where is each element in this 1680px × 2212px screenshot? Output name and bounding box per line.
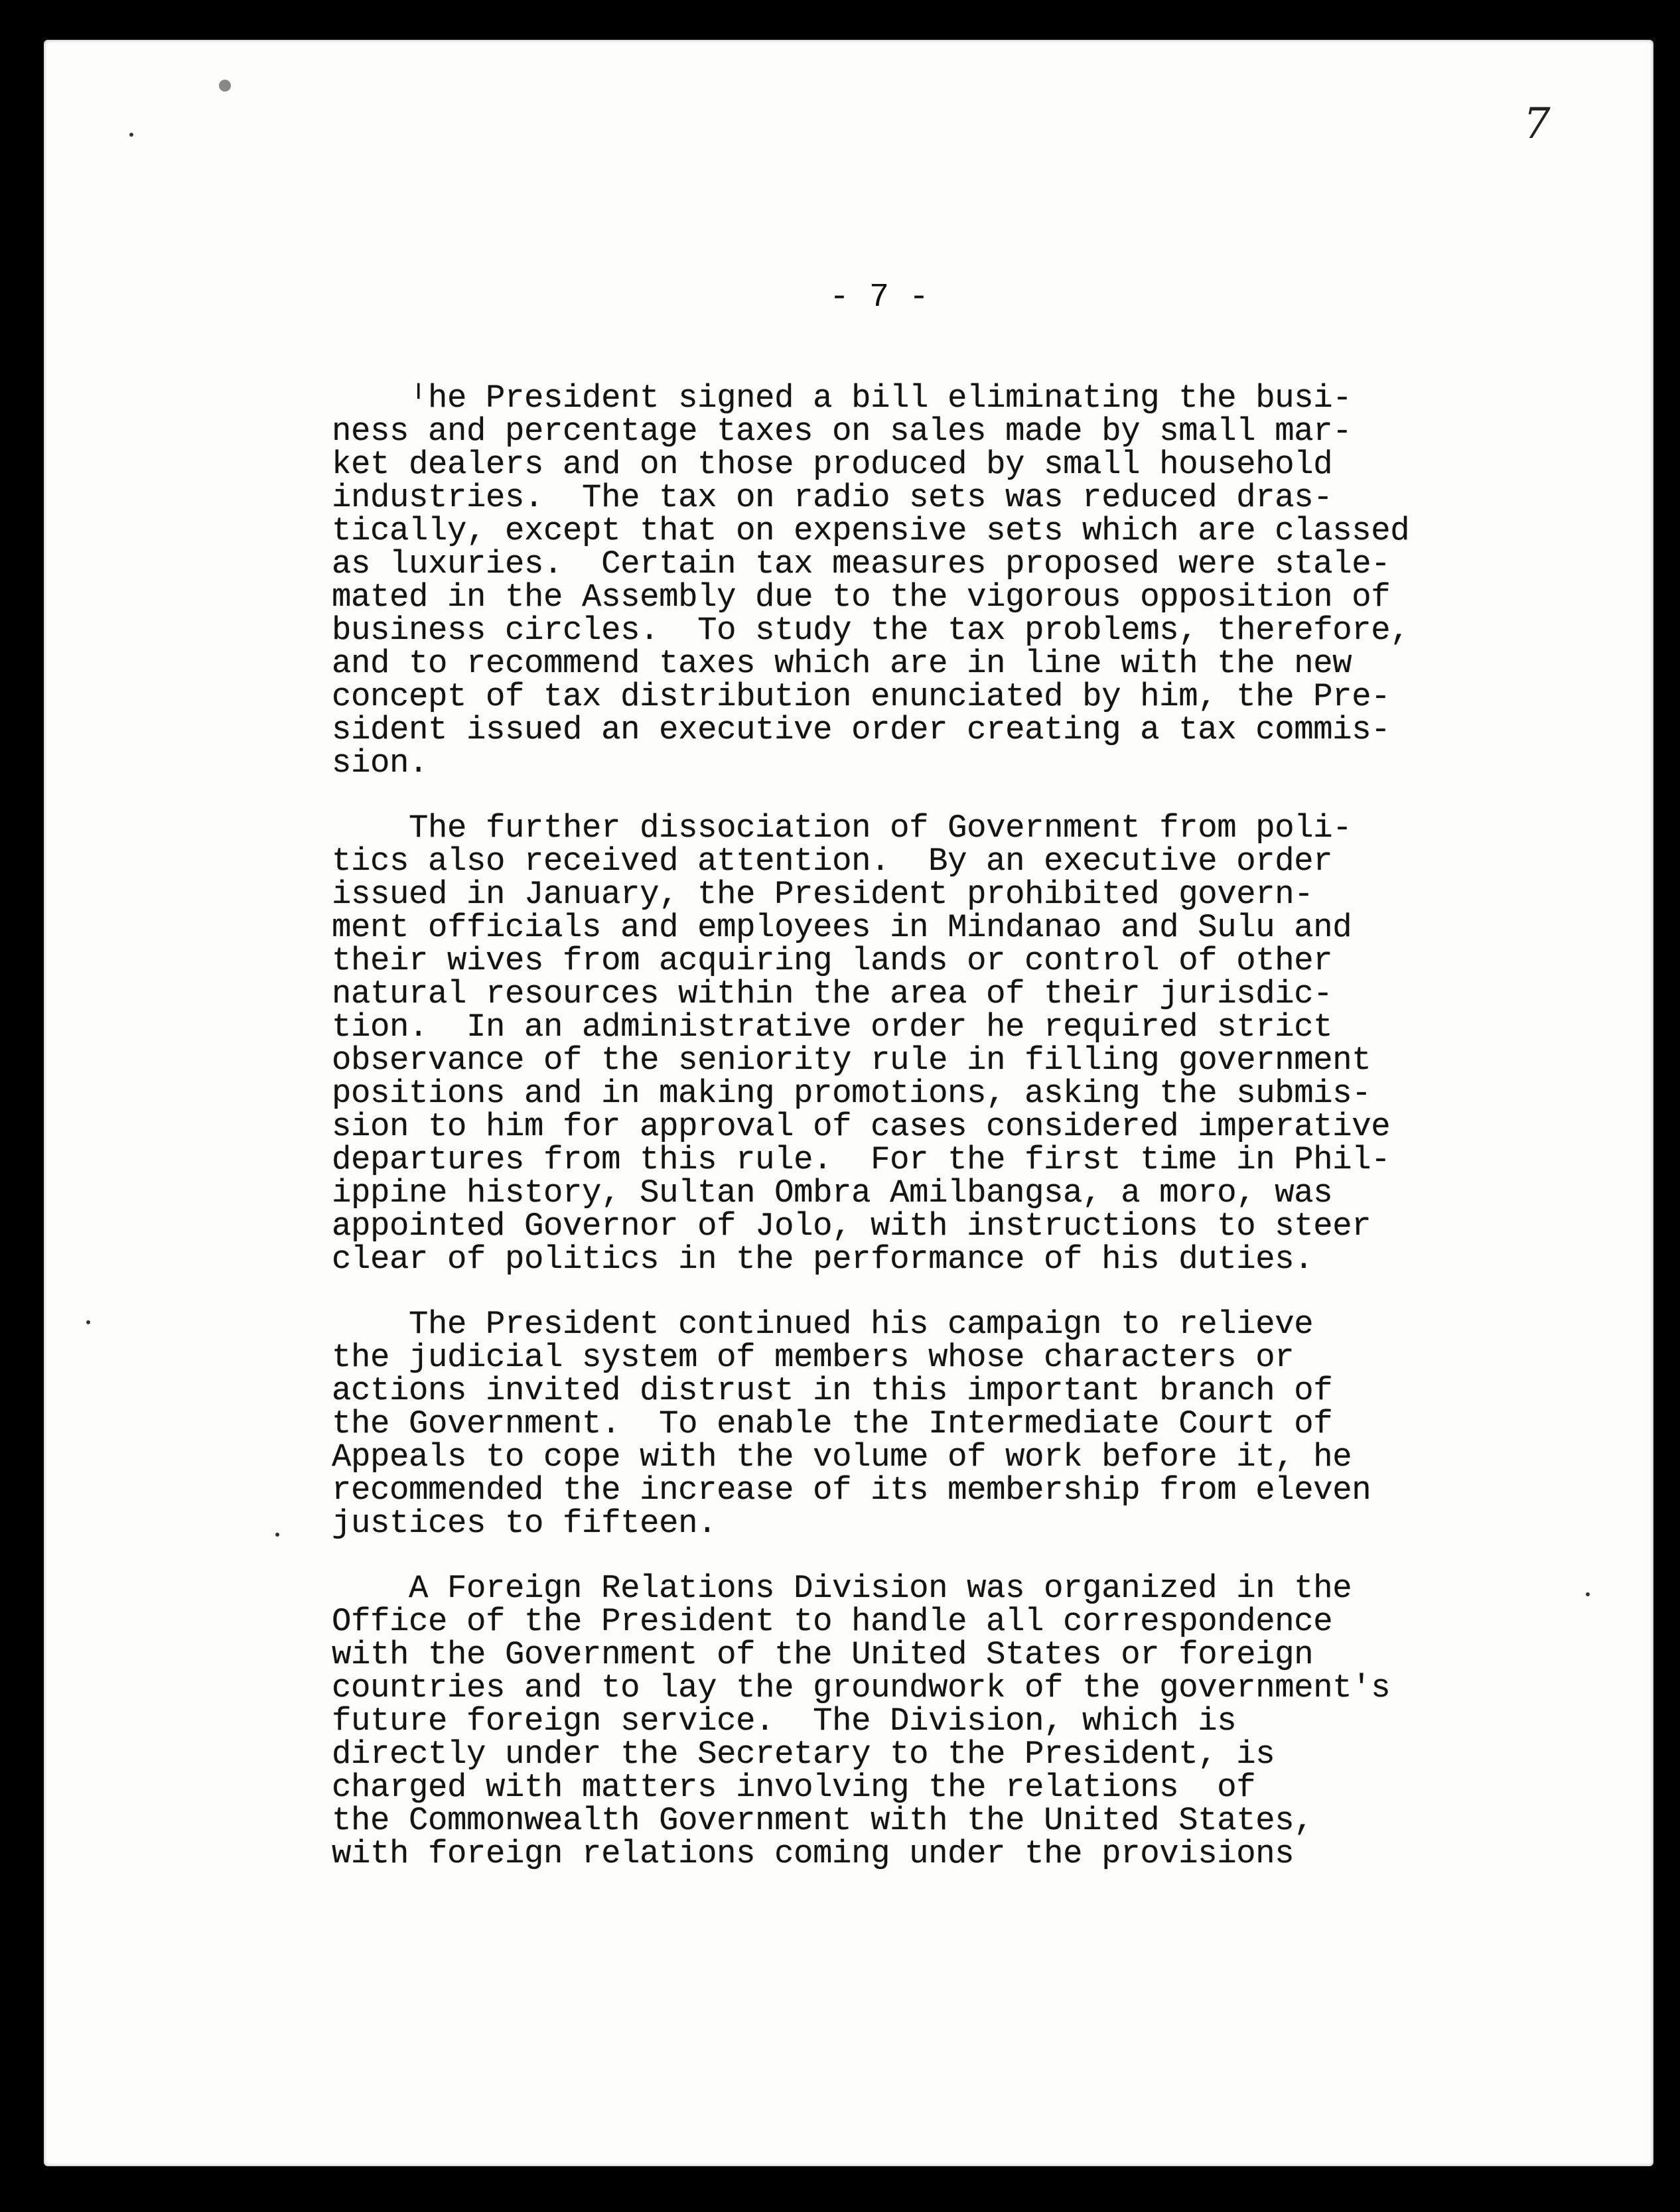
text-line: clear of politics in the performance of his duties. <box>332 1241 1314 1278</box>
text-line: charged with matters involving the relations of <box>332 1769 1256 1806</box>
text-line: sident issued an executive order creating a tax commis- <box>332 711 1391 748</box>
handwritten-page-number: 7 <box>1523 100 1551 149</box>
text-line: the judicial system of members whose characters or <box>332 1339 1295 1376</box>
text-line: departures from this rule. For the first time in Phil- <box>332 1141 1391 1178</box>
paragraph-politics <box>332 811 1500 1276</box>
text-line: the Government. To enable the Intermediate Court of <box>332 1405 1333 1442</box>
text-line: industries. The tax on radio sets was reduced dras- <box>332 479 1333 516</box>
text-line: future foreign service. The Division, which is <box>332 1702 1237 1740</box>
ink-speck <box>129 133 133 137</box>
paragraph-tax-measures <box>332 381 1500 780</box>
text-line: Office of the President to handle all correspondence <box>332 1603 1333 1640</box>
text-line: sion to him for approval of cases considered imperative <box>332 1108 1391 1145</box>
text-line: concept of tax distribution enunciated by him, the Pre- <box>332 678 1391 715</box>
text-line: issued in January, the President prohibited govern- <box>332 876 1314 913</box>
text-line: ket dealers and on those produced by small household <box>332 446 1333 483</box>
text-line: ᴵhe President signed a bill eliminating the busi- <box>332 380 1352 417</box>
text-line: their wives from acquiring lands or control of other <box>332 942 1333 979</box>
text-line: A Foreign Relations Division was organized in the <box>332 1570 1352 1607</box>
text-line: The President continued his campaign to relieve <box>332 1306 1314 1343</box>
text-line: recommended the increase of its membership from eleven <box>332 1472 1371 1509</box>
text-line: directly under the Secretary to the President, is <box>332 1736 1275 1773</box>
text-line: The further dissociation of Government from poli- <box>332 809 1352 847</box>
text-line: tics also received attention. By an executive order <box>332 843 1333 880</box>
text-line: ippine history, Sultan Ombra Amilbangsa, a moro, was <box>332 1174 1333 1211</box>
text-line: natural resources within the area of their jurisdic- <box>332 975 1333 1012</box>
text-line: with foreign relations coming under the provisions <box>332 1835 1295 1872</box>
paragraph-foreign-relations <box>332 1572 1500 1870</box>
paragraph-judicial <box>332 1308 1500 1540</box>
ink-speck <box>1586 1592 1590 1596</box>
text-line: sion. <box>332 744 429 782</box>
text-line: appointed Governor of Jolo, with instructions to steer <box>332 1208 1371 1245</box>
text-line: mated in the Assembly due to the vigorous opposition of <box>332 579 1391 616</box>
text-line: the Commonwealth Government with the United States, <box>332 1802 1314 1839</box>
text-line: Appeals to cope with the volume of work before it, he <box>332 1438 1352 1476</box>
text-line: countries and to lay the groundwork of the government's <box>332 1669 1391 1706</box>
text-line: with the Government of the United States or foreign <box>332 1636 1314 1673</box>
text-line: tion. In an administrative order he required strict <box>332 1008 1333 1046</box>
text-line: business circles. To study the tax problems, therefore, <box>332 612 1410 649</box>
text-line: actions invited distrust in this important branch of <box>332 1372 1333 1409</box>
text-line: justices to fifteen. <box>332 1505 717 1542</box>
text-line: ness and percentage taxes on sales made by small mar- <box>332 413 1352 450</box>
text-line: ment officials and employees in Mindanao and Sulu and <box>332 909 1352 946</box>
document-body <box>332 381 1500 1902</box>
ink-speck <box>275 1533 279 1537</box>
text-line: positions and in making promotions, asking the submis- <box>332 1075 1371 1112</box>
text-line: and to recommend taxes which are in line with the new <box>332 645 1352 682</box>
ink-speck <box>219 80 231 92</box>
page-number: - 7 - <box>829 279 930 316</box>
text-line: as luxuries. Certain tax measures proposed were stale- <box>332 545 1391 583</box>
ink-speck <box>86 1320 90 1324</box>
text-line: observance of the seniority rule in filling government <box>332 1042 1371 1079</box>
text-line: tically, except that on expensive sets which are classed <box>332 512 1410 549</box>
